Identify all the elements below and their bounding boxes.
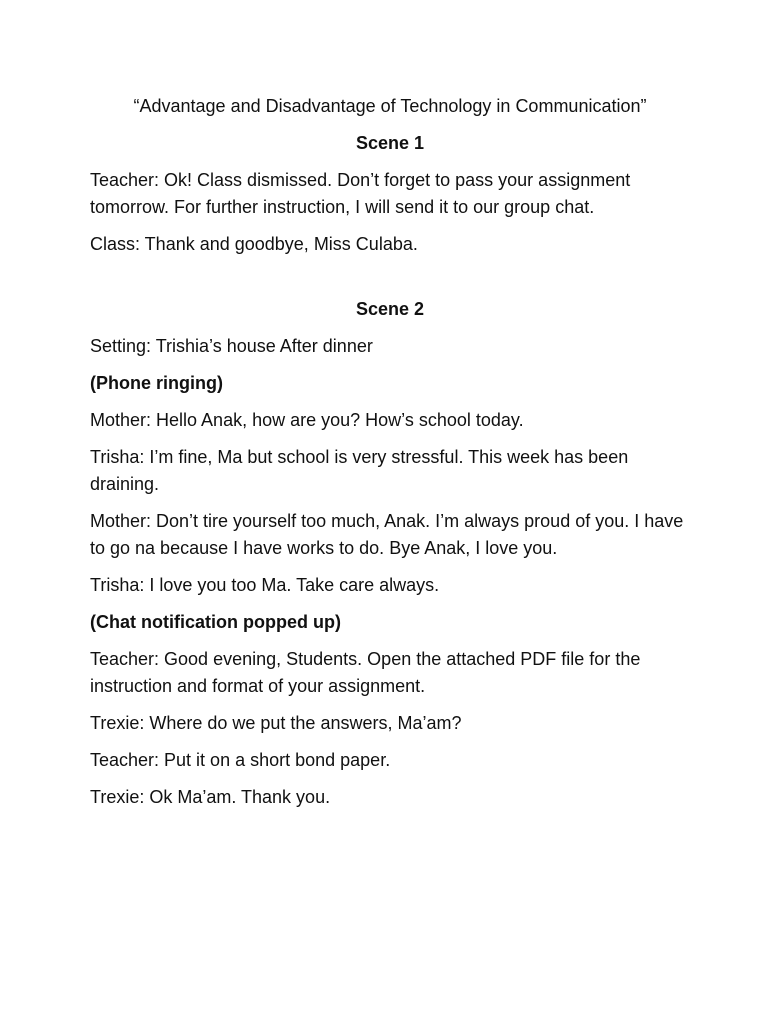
- scene-1-heading: Scene 1: [355, 133, 425, 153]
- dialogue-line: Teacher: Put it on a short bond paper.: [90, 750, 391, 770]
- dialogue-line: Trisha: I’m fine, Ma but school is very stressful. This week has been draining.: [90, 447, 629, 494]
- dialogue-line: Teacher: Ok! Class dismissed. Don’t forget to pass your assignment tomorrow. For further instruction, I will send it to our group chat.: [90, 170, 631, 217]
- dialogue-line: Mother: Don’t tire yourself too much, Anak. I’m always proud of you. I have to go na because I have works to do. Bye Anak, I love you.: [90, 511, 684, 558]
- stage-direction: (Phone ringing): [90, 373, 223, 393]
- dialogue-line: Teacher: Good evening, Students. Open the attached PDF file for the instruction and format of your assignment.: [90, 649, 641, 696]
- dialogue-line: Trexie: Ok Ma’am. Thank you.: [90, 787, 331, 807]
- dialogue-line: Class: Thank and goodbye, Miss Culaba.: [90, 234, 418, 254]
- document-title: “Advantage and Disadvantage of Technology in Communication”: [133, 96, 647, 116]
- dialogue-line: Trisha: I love you too Ma. Take care always.: [90, 575, 440, 595]
- setting-line: Setting: Trishia’s house After dinner: [90, 336, 373, 356]
- stage-direction: (Chat notification popped up): [90, 612, 341, 632]
- dialogue-line: Mother: Hello Anak, how are you? How’s school today.: [90, 410, 524, 430]
- scene-2-heading: Scene 2: [355, 299, 425, 319]
- document-content: [90, 93, 690, 821]
- dialogue-line: Trexie: Where do we put the answers, Ma’am?: [90, 713, 462, 733]
